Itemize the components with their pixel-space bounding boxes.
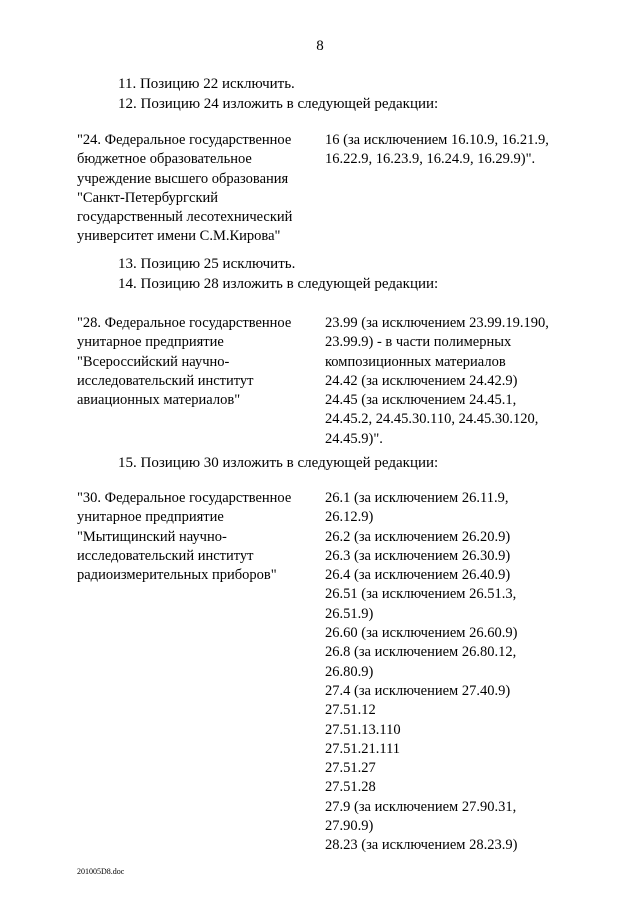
text-line: 26.51 (за исключением 26.51.3, — [325, 586, 517, 603]
text-line: 26.80.9) — [325, 663, 374, 680]
text-line: бюджетное образовательное — [77, 151, 252, 168]
text-line: исследовательский институт — [77, 372, 254, 389]
text-line: "24. Федеральное государственное — [77, 132, 292, 148]
position-24-organization — [77, 131, 292, 247]
text-line: 27.51.12 — [325, 702, 376, 719]
text-line: 16.22.9, 16.23.9, 16.24.9, 16.29.9)". — [325, 151, 536, 168]
position-28-codes — [325, 314, 549, 449]
text-line: унитарное предприятие — [77, 334, 224, 351]
text-line: 26.8 (за исключением 26.80.12, — [325, 644, 517, 661]
text-line: 24.45.2, 24.45.30.110, 24.45.30.120, — [325, 411, 539, 428]
text-line: 23.99 (за исключением 23.99.19.190, — [325, 315, 549, 331]
text-line: композиционных материалов — [325, 353, 506, 370]
text-line: 23.99.9) - в части полимерных — [325, 334, 512, 351]
text-line: 24.45 (за исключением 24.45.1, — [325, 392, 517, 409]
text-line: "Всероссийский научно- — [77, 353, 230, 370]
position-30-organization — [77, 489, 291, 585]
position-28-organization — [77, 314, 291, 410]
text-line: "Санкт-Петербургский — [77, 189, 219, 206]
page-number: 8 — [316, 38, 324, 54]
item-15: 15. Позицию 30 изложить в следующей редакции: — [118, 455, 439, 471]
text-line: 26.4 (за исключением 26.40.9) — [325, 567, 511, 584]
text-line: "28. Федеральное государственное — [77, 315, 292, 331]
item-11: 11. Позицию 22 исключить. — [118, 76, 295, 92]
text-line: 28.23 (за исключением 28.23.9) — [325, 837, 518, 854]
text-line: государственный лесотехнический — [77, 209, 293, 226]
text-line: 27.51.27 — [325, 760, 376, 777]
footer-filename: 201005D8.doc — [77, 867, 125, 876]
position-30-codes — [325, 489, 517, 856]
text-line: 26.2 (за исключением 26.20.9) — [325, 528, 511, 545]
text-line: 24.45.9)". — [325, 430, 383, 447]
text-line: 27.51.21.111 — [325, 740, 401, 757]
item-14: 14. Позицию 28 изложить в следующей редакции: — [118, 276, 439, 292]
text-line: 27.4 (за исключением 27.40.9) — [325, 682, 511, 699]
text-line: 27.9 (за исключением 27.90.31, — [325, 798, 517, 815]
text-line: 24.42 (за исключением 24.42.9) — [325, 372, 518, 389]
text-line: 26.1 (за исключением 26.11.9, — [325, 490, 509, 506]
text-line: университет имени С.М.Кирова" — [77, 228, 281, 245]
item-13: 13. Позицию 25 исключить. — [118, 256, 296, 272]
text-line: "30. Федеральное государственное — [77, 490, 292, 506]
text-line: радиоизмерительных приборов" — [77, 567, 277, 584]
text-line: 26.3 (за исключением 26.30.9) — [325, 547, 511, 564]
text-line: 27.51.28 — [325, 779, 376, 796]
text-line: 26.51.9) — [325, 605, 374, 622]
text-line: 16 (за исключением 16.10.9, 16.21.9, — [325, 132, 549, 148]
text-line: 27.51.13.110 — [325, 721, 401, 738]
text-line: 27.90.9) — [325, 818, 374, 835]
text-line: учреждение высшего образования — [77, 170, 289, 187]
text-line: унитарное предприятие — [77, 509, 224, 526]
text-line: авиационных материалов" — [77, 392, 241, 409]
position-24-codes — [325, 131, 549, 170]
text-line: "Мытищинский научно- — [77, 528, 227, 545]
text-line: 26.60 (за исключением 26.60.9) — [325, 625, 518, 642]
item-12: 12. Позицию 24 изложить в следующей редакции: — [118, 96, 439, 112]
text-line: 26.12.9) — [325, 509, 374, 526]
text-line: исследовательский институт — [77, 547, 254, 564]
